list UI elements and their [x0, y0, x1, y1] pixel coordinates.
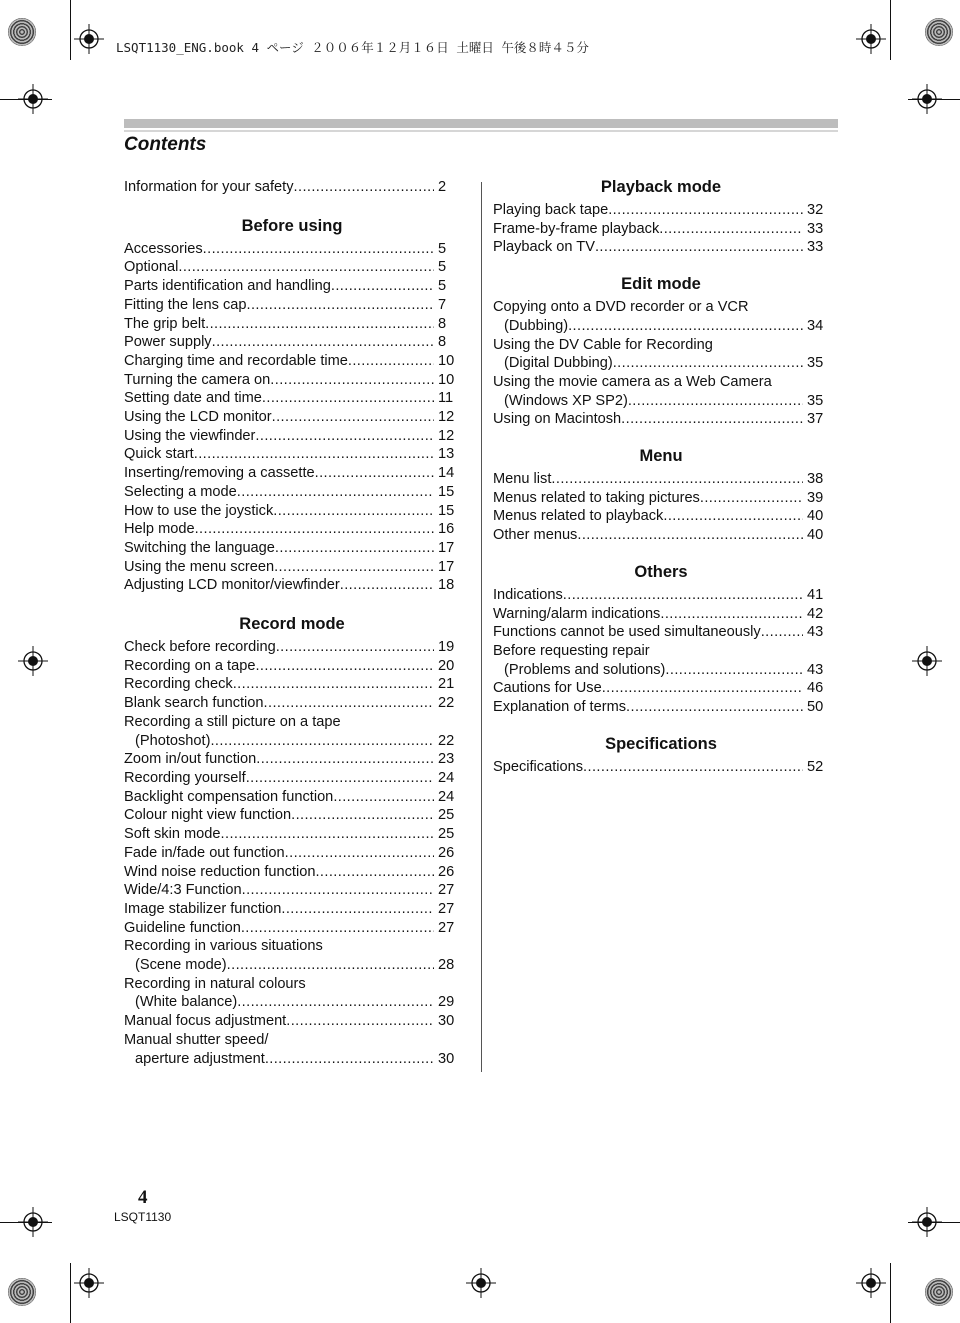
toc-entry-label: Image stabilizer function: [124, 900, 282, 917]
dot-leader: [274, 558, 434, 577]
dot-leader: [626, 698, 803, 717]
toc-entry[interactable]: [124, 258, 460, 277]
toc-entry-page: 34: [807, 317, 824, 334]
toc-entry-label: Adjusting LCD monitor/viewfinder: [124, 577, 340, 594]
toc-entry[interactable]: [124, 427, 460, 446]
toc-entry[interactable]: [124, 657, 460, 676]
dot-leader: [221, 825, 434, 844]
toc-entry-page: 10: [438, 352, 455, 369]
toc-entry-first-line[interactable]: Recording in various situations: [124, 938, 323, 955]
toc-entry-first-line[interactable]: Using the movie camera as a Web Camera: [493, 373, 772, 390]
toc-entry[interactable]: [124, 825, 460, 844]
dot-leader: [340, 576, 434, 595]
dot-leader: [272, 408, 434, 427]
dot-leader: [227, 956, 434, 975]
dot-leader: [285, 844, 434, 863]
toc-entry-first-line[interactable]: Before requesting repair: [493, 642, 650, 659]
toc-entry-page: 12: [438, 409, 455, 426]
dot-leader: [665, 661, 803, 680]
toc-entry[interactable]: [124, 694, 460, 713]
toc-entry-page: 17: [438, 539, 455, 556]
toc-entry-label: (White balance): [135, 994, 238, 1011]
dot-leader: [348, 352, 434, 371]
toc-entry-page: 25: [438, 826, 455, 843]
toc-entry-page: 5: [438, 278, 447, 295]
crop-line: [890, 1263, 891, 1323]
toc-entry[interactable]: [493, 507, 829, 526]
toc-entry-page: 23: [438, 751, 455, 768]
dot-leader: [195, 520, 434, 539]
toc-entry-label: Menu list: [493, 471, 552, 488]
toc-entry[interactable]: [124, 919, 460, 938]
toc-entry-page: 24: [438, 788, 455, 805]
dot-leader: [628, 392, 803, 411]
toc-entry-label: Guideline function: [124, 919, 241, 936]
toc-entry-label: Information for your safety: [124, 179, 294, 195]
dot-leader: [577, 526, 803, 545]
file-info-header: LSQT1130_ENG.book 4 ページ ２００６年１２月１６日 土曜日 午後８時４５分: [116, 40, 589, 55]
toc-entry-label: Optional: [124, 259, 179, 276]
toc-entry[interactable]: [124, 750, 460, 769]
color-registration-pattern: [8, 18, 36, 46]
dot-leader: [331, 277, 434, 296]
toc-entry[interactable]: [493, 489, 829, 508]
toc-entry[interactable]: [493, 392, 829, 411]
toc-entry-label: Zoom in/out function: [124, 751, 257, 768]
toc-entry-label: Frame-by-frame playback: [493, 220, 660, 237]
toc-entry-page: 50: [807, 699, 824, 716]
toc-entry[interactable]: [493, 220, 829, 239]
toc-entry-label: Fade in/fade out function: [124, 844, 285, 861]
toc-entry-label: (Photoshot): [135, 732, 211, 749]
toc-entry-page: 20: [438, 657, 455, 674]
page-title: Contents: [124, 134, 207, 155]
toc-entry-label: (Problems and solutions): [504, 661, 666, 678]
toc-entry[interactable]: [493, 758, 829, 777]
toc-entry-label: Indications: [493, 586, 563, 603]
toc-entry[interactable]: [493, 317, 829, 336]
dot-leader: [613, 354, 803, 373]
toc-entry-label: Warning/alarm indications: [493, 605, 661, 622]
toc-entry-page: 13: [438, 446, 455, 463]
toc-entry-page: 27: [438, 900, 455, 917]
toc-entry-label: Help mode: [124, 521, 195, 538]
dot-leader: [241, 919, 434, 938]
toc-entry-page: 11: [438, 390, 454, 407]
registration-mark-icon: [912, 1207, 942, 1237]
toc-entry[interactable]: [124, 881, 460, 900]
registration-mark-icon: [466, 1268, 496, 1298]
toc-entry[interactable]: [124, 296, 460, 315]
toc-entry-label: Recording yourself: [124, 769, 246, 786]
toc-entry-page: 5: [438, 240, 447, 257]
column-divider: [481, 182, 482, 1072]
toc-entry-page: 35: [807, 392, 824, 409]
toc-entry-page: 12: [438, 427, 455, 444]
toc-entry-first-line[interactable]: Recording a still picture on a tape: [124, 713, 341, 730]
toc-entry[interactable]: [124, 993, 460, 1012]
toc-entry-label: Turning the camera on: [124, 371, 271, 388]
toc-entry[interactable]: [124, 520, 460, 539]
toc-entry-first-line[interactable]: Recording in natural colours: [124, 975, 306, 992]
toc-entry[interactable]: [124, 788, 460, 807]
color-registration-pattern: [925, 18, 953, 46]
toc-entry-page: 15: [438, 483, 455, 500]
toc-left-column: [124, 178, 460, 1068]
toc-entry-label: Colour night view function: [124, 807, 292, 824]
dot-leader: [233, 675, 434, 694]
registration-mark-icon: [18, 1207, 48, 1237]
crop-line: [890, 0, 891, 60]
toc-entry-page: 39: [807, 489, 824, 506]
dot-leader: [333, 788, 434, 807]
toc-entry-page: 25: [438, 807, 455, 824]
toc-entry-page: 35: [807, 355, 824, 372]
toc-entry-page: 42: [807, 605, 824, 622]
toc-entry[interactable]: [124, 844, 460, 863]
toc-entry[interactable]: [124, 333, 460, 352]
toc-right-column: [493, 176, 829, 776]
toc-entry-page: 30: [438, 1050, 455, 1067]
dot-leader: [602, 679, 803, 698]
toc-entry[interactable]: [124, 483, 460, 502]
dot-leader: [286, 1012, 434, 1031]
toc-entry-page: 16: [438, 521, 455, 538]
dot-leader: [663, 507, 803, 526]
toc-entry-label: Check before recording: [124, 639, 276, 656]
toc-entry-page: 40: [807, 527, 824, 544]
toc-entry[interactable]: [124, 240, 460, 259]
toc-entry[interactable]: [493, 661, 829, 680]
toc-entry[interactable]: [493, 470, 829, 489]
toc-entry[interactable]: [124, 576, 460, 595]
toc-entry-page: 38: [807, 471, 824, 488]
toc-entry-label: Playing back tape: [493, 202, 609, 218]
toc-entry-page: 10: [438, 371, 455, 388]
toc-entry-page: 27: [438, 882, 455, 899]
toc-entry-label: Specifications: [493, 758, 584, 775]
toc-entry[interactable]: [493, 605, 829, 624]
dot-leader: [568, 317, 803, 336]
toc-entry-label: Using on Macintosh: [493, 411, 622, 428]
crop-line: [70, 0, 71, 60]
toc-entry-page: 17: [438, 558, 455, 575]
toc-entry[interactable]: [124, 558, 460, 577]
dot-leader: [761, 623, 803, 642]
toc-entry-label: Recording check: [124, 676, 233, 693]
toc-entry-page: 32: [807, 202, 824, 218]
toc-entry[interactable]: [493, 623, 829, 642]
toc-entry-label: Parts identification and handling: [124, 278, 331, 295]
toc-entry[interactable]: [124, 315, 460, 334]
dot-leader: [270, 371, 434, 390]
toc-entry-page: 33: [807, 239, 824, 256]
toc-entry-page: 22: [438, 732, 455, 749]
dot-leader: [273, 502, 434, 521]
toc-entry-label: (Windows XP SP2): [504, 392, 628, 409]
dot-leader: [246, 769, 434, 788]
toc-entry-page: 28: [438, 957, 455, 974]
section-heading: Others: [634, 562, 688, 581]
toc-entry-page: 37: [807, 411, 824, 428]
toc-entry-label: (Digital Dubbing): [504, 355, 613, 372]
dot-leader: [276, 638, 434, 657]
toc-entry-label: Switching the language: [124, 539, 275, 556]
toc-entry-page: 7: [438, 296, 447, 313]
dot-leader: [275, 539, 434, 558]
dot-leader: [583, 758, 803, 777]
title-rule-thin: [124, 130, 838, 132]
toc-entry-label: (Scene mode): [135, 957, 227, 974]
toc-entry[interactable]: [493, 410, 829, 429]
toc-entry[interactable]: [124, 277, 460, 296]
left-sections: [124, 215, 460, 1069]
toc-entry-label: Wide/4:3 Function: [124, 882, 242, 899]
toc-entry-page: 24: [438, 769, 455, 786]
dot-leader: [700, 489, 803, 508]
dot-leader: [660, 605, 803, 624]
toc-entry-page: 43: [807, 661, 824, 678]
dot-leader: [563, 586, 803, 605]
registration-mark-icon: [912, 646, 942, 676]
toc-entry-page: 15: [438, 502, 455, 519]
toc-entry[interactable]: [124, 956, 460, 975]
toc-entry-page: 43: [807, 624, 824, 641]
dot-leader: [265, 1050, 434, 1069]
toc-entry[interactable]: [493, 201, 829, 220]
toc-entry-label: Manual focus adjustment: [124, 1013, 287, 1030]
dot-leader: [242, 881, 434, 900]
toc-entry-label: Power supply: [124, 334, 212, 351]
toc-entry-label: Menus related to playback: [493, 508, 664, 525]
toc-entry-page: 5: [438, 259, 447, 276]
toc-entry[interactable]: [493, 238, 829, 257]
toc-entry[interactable]: [124, 502, 460, 521]
toc-entry[interactable]: [124, 769, 460, 788]
dot-leader: [237, 993, 434, 1012]
dot-leader: [256, 750, 434, 769]
toc-entry-label: Using the LCD monitor: [124, 409, 272, 426]
dot-leader: [178, 258, 434, 277]
toc-entry-label: Inserting/removing a cassette: [124, 465, 315, 482]
toc-entry[interactable]: [124, 464, 460, 483]
toc-entry-first-line[interactable]: Manual shutter speed/: [124, 1031, 269, 1048]
section-heading: Record mode: [239, 615, 345, 634]
toc-entry-label: Backlight compensation function: [124, 788, 334, 805]
toc-entry-label: Blank search function: [124, 695, 264, 712]
dot-leader: [212, 333, 434, 352]
toc-entry[interactable]: [124, 178, 460, 197]
toc-entry-label: Explanation of terms: [493, 699, 627, 716]
toc-entry-label: Using the viewfinder: [124, 427, 256, 444]
toc-entry-first-line[interactable]: Copying onto a DVD recorder or a VCR: [493, 299, 749, 316]
toc-entry[interactable]: [493, 586, 829, 605]
color-registration-pattern: [8, 1278, 36, 1306]
toc-entry-page: 40: [807, 508, 824, 525]
toc-entry[interactable]: [124, 863, 460, 882]
color-registration-pattern: [925, 1278, 953, 1306]
toc-entry[interactable]: [124, 638, 460, 657]
registration-mark-icon: [856, 24, 886, 54]
dot-leader: [205, 315, 434, 334]
toc-entry[interactable]: [493, 526, 829, 545]
dot-leader: [659, 220, 803, 239]
toc-entry[interactable]: [124, 806, 460, 825]
registration-mark-icon: [74, 1268, 104, 1298]
dot-leader: [315, 464, 434, 483]
dot-leader: [237, 483, 434, 502]
right-sections: [493, 176, 829, 776]
crop-line: [70, 1263, 71, 1323]
model-code: LSQT1130: [114, 1210, 172, 1224]
toc-entry-page: 21: [438, 676, 455, 693]
registration-mark-icon: [856, 1268, 886, 1298]
dot-leader: [294, 178, 434, 197]
toc-entry[interactable]: [124, 352, 460, 371]
toc-entry[interactable]: [124, 675, 460, 694]
dot-leader: [595, 238, 803, 257]
toc-entry-label: (Dubbing): [504, 317, 569, 334]
registration-mark-icon: [912, 84, 942, 114]
toc-entry-page: 33: [807, 220, 824, 237]
dot-leader: [262, 389, 434, 408]
toc-entry-page: 26: [438, 844, 455, 861]
section-heading: Playback mode: [600, 178, 722, 196]
registration-mark-icon: [74, 24, 104, 54]
toc-entry-page: 26: [438, 863, 455, 880]
section-heading: Specifications: [605, 734, 717, 753]
toc-entry-page: 14: [438, 465, 455, 482]
toc-entry-label: How to use the joystick: [124, 502, 274, 519]
section-heading: Edit mode: [621, 275, 701, 294]
toc-entry-page: 19: [438, 639, 455, 656]
toc-entry[interactable]: [124, 900, 460, 919]
toc-entry-label: The grip belt: [124, 315, 206, 332]
toc-entry[interactable]: [124, 539, 460, 558]
toc-entry[interactable]: [124, 445, 460, 464]
toc-entry[interactable]: [124, 1012, 460, 1031]
toc-entry-page: 52: [807, 758, 824, 775]
registration-mark-icon: [18, 646, 48, 676]
dot-leader: [291, 806, 434, 825]
dot-leader: [210, 732, 434, 751]
toc-entry[interactable]: [493, 679, 829, 698]
toc-entry[interactable]: [493, 354, 829, 373]
toc-entry-page: 30: [438, 1013, 455, 1030]
toc-entry-label: Quick start: [124, 446, 194, 463]
toc-entry-label: Setting date and time: [124, 390, 262, 407]
toc-entry-page: 2: [438, 179, 447, 195]
toc-entry-page: 8: [438, 315, 447, 332]
toc-entry-label: Playback on TV: [493, 239, 595, 256]
toc-entry[interactable]: [124, 371, 460, 390]
dot-leader: [194, 445, 434, 464]
toc-entry-label: Recording on a tape: [124, 657, 256, 674]
toc-entry-label: Menus related to taking pictures: [493, 489, 700, 506]
page-number: 4: [138, 1187, 148, 1208]
toc-entry-label: Using the menu screen: [124, 558, 275, 575]
toc-entry-first-line[interactable]: Using the DV Cable for Recording: [493, 336, 713, 353]
toc-entry-label: Charging time and recordable time: [124, 352, 348, 369]
toc-entry[interactable]: [124, 732, 460, 751]
toc-entry-label: Functions cannot be used simultaneously: [493, 624, 761, 641]
toc-entry-page: 18: [438, 577, 455, 594]
dot-leader: [255, 427, 434, 446]
title-rule: [124, 119, 838, 128]
toc-entry-page: 27: [438, 919, 455, 936]
toc-entry-label: Cautions for Use: [493, 680, 602, 697]
toc-entry-label: Accessories: [124, 240, 203, 257]
toc-entry-label: Fitting the lens cap: [124, 296, 247, 313]
toc-entry-label: aperture adjustment: [135, 1050, 265, 1067]
dot-leader: [608, 201, 803, 220]
toc-entry[interactable]: [493, 698, 829, 717]
dot-leader: [315, 863, 434, 882]
dot-leader: [281, 900, 434, 919]
toc-entry-label: Soft skin mode: [124, 826, 221, 843]
toc-entry-label: Other menus: [493, 527, 578, 544]
dot-leader: [621, 410, 803, 429]
toc-entry[interactable]: [124, 389, 460, 408]
dot-leader: [255, 657, 434, 676]
dot-leader: [203, 240, 434, 259]
toc-entry-label: Wind noise reduction function: [124, 863, 316, 880]
toc-entry-page: 8: [438, 334, 447, 351]
dot-leader: [264, 694, 434, 713]
dot-leader: [551, 470, 803, 489]
dot-leader: [247, 296, 435, 315]
toc-entry-page: 41: [807, 586, 824, 603]
section-heading: Menu: [639, 447, 683, 466]
toc-entry-label: Selecting a mode: [124, 483, 237, 500]
toc-entry[interactable]: [124, 408, 460, 427]
toc-entry-page: 29: [438, 994, 455, 1011]
toc-entry[interactable]: [124, 1050, 460, 1069]
registration-mark-icon: [18, 84, 48, 114]
toc-entry-page: 46: [807, 680, 824, 697]
section-heading: Before using: [241, 216, 343, 235]
toc-entry-page: 22: [438, 695, 455, 712]
